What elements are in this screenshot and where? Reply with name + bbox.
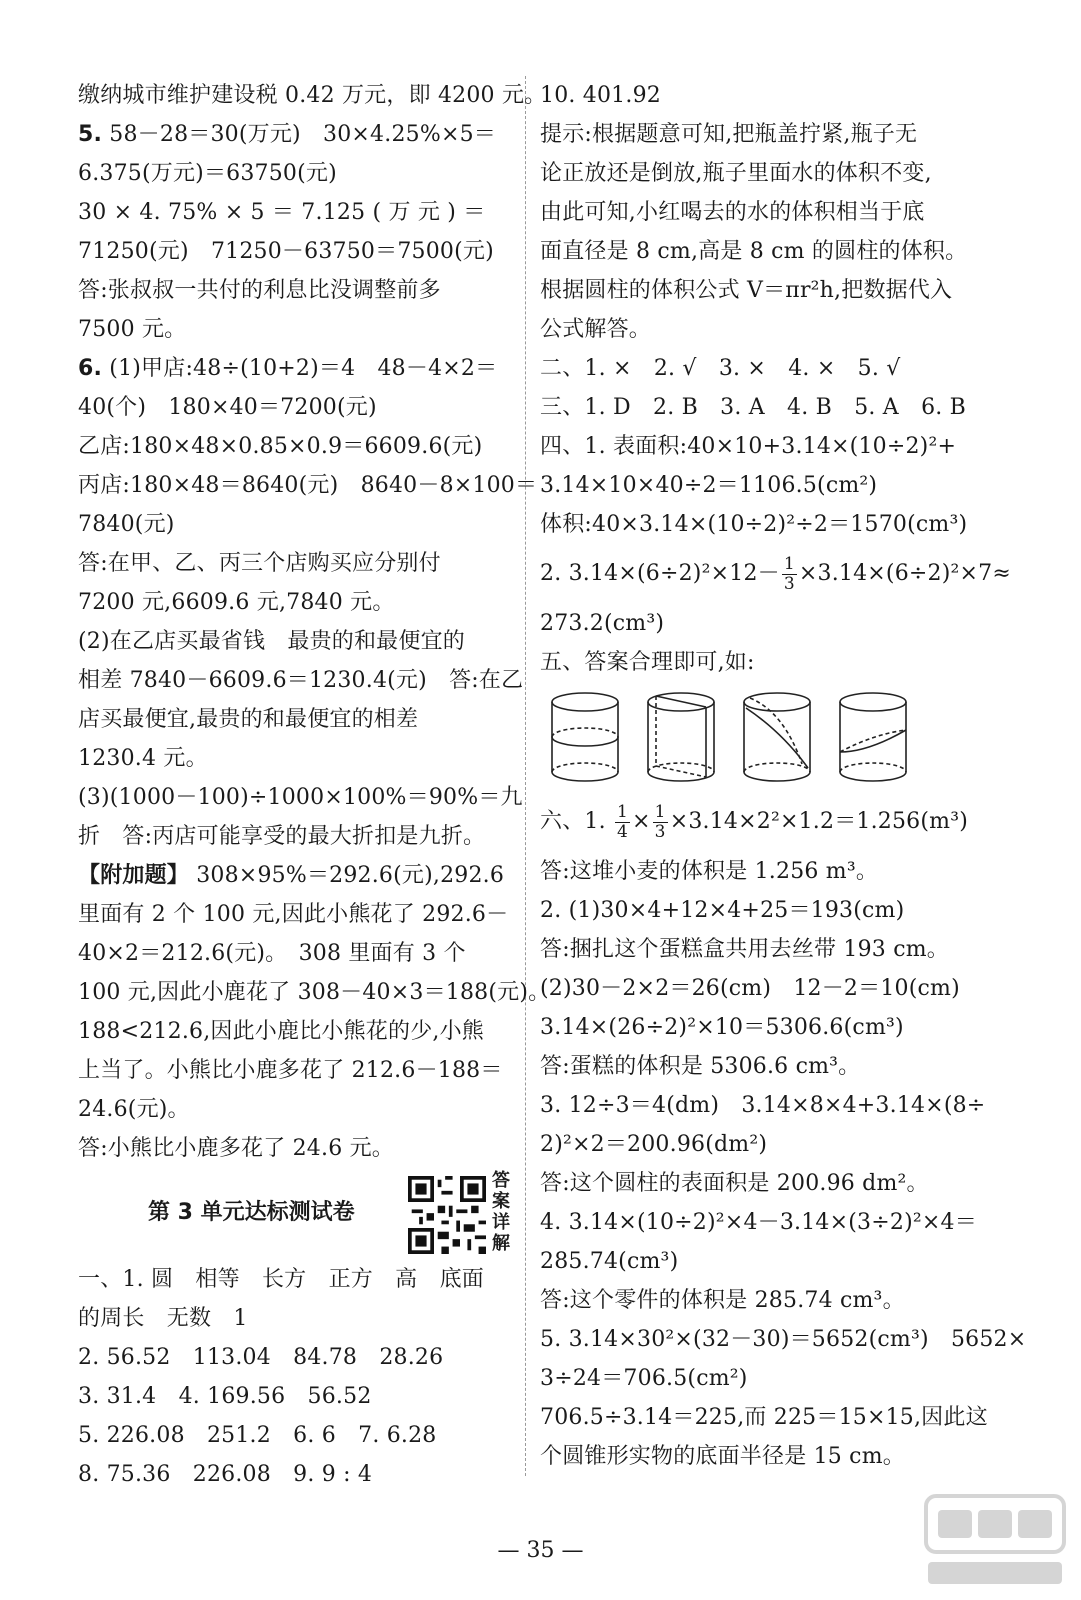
text-line: 三、1. D 2. B 3. A 4. B 5. A 6. B [540, 395, 967, 420]
text-line: 答:这个零件的体积是 285.74 cm³。 [540, 1288, 905, 1313]
text-line: 个圆锥形实物的底面半径是 15 cm。 [540, 1444, 905, 1469]
text-line: 3÷24＝706.5(cm²) [540, 1366, 748, 1391]
qr-code-icon[interactable] [408, 1176, 486, 1254]
text-line: 7200 元,6609.6 元,7840 元。 [78, 590, 395, 615]
cylinder-icon [648, 693, 714, 781]
text-line: 一、1. 圆 相等 长方 正方 高 底面 [78, 1267, 484, 1292]
text-line: 论正放还是倒放,瓶子里面水的体积不变, [540, 161, 932, 186]
item-number: 6. [78, 356, 103, 381]
text-line: (2)在乙店买最省钱 最贵的和最便宜的 [78, 629, 465, 654]
text-line: 2. (1)30×4+12×4+25＝193(cm) [540, 898, 905, 923]
text-line: 706.5÷3.14＝225,而 225＝15×15,因此这 [540, 1405, 988, 1430]
column-divider [525, 76, 526, 1476]
text-line: 面直径是 8 cm,高是 8 cm 的圆柱的体积。 [540, 239, 968, 264]
cylinder-icon [744, 693, 810, 781]
text-line: 提示:根据题意可知,把瓶盖拧紧,瓶子无 [540, 122, 918, 147]
text-line: 3. 12÷3＝4(dm) 3.14×8×4+3.14×(8÷ [540, 1093, 986, 1118]
text-line: 体积:40×3.14×(10÷2)²÷2＝1570(cm³) [540, 512, 968, 537]
cylinder-figures [540, 682, 980, 792]
text-line: 5. 58－28＝30(万元) 30×4.25%×5＝ [78, 122, 496, 147]
qr-caption: 答案详解 [492, 1170, 510, 1254]
text-line: 285.74(cm³) [540, 1249, 679, 1274]
text-line: 【附加题】 308×95%＝292.6(元),292.6 [78, 863, 505, 888]
fraction-one-fourth: $\frac{1}{4}$ [617, 801, 629, 842]
extra-question-label: 【附加题】 [78, 863, 190, 888]
text-line: 答:在甲、乙、丙三个店购买应分别付 [78, 551, 441, 576]
text-line: 7840(元) [78, 512, 175, 537]
text-line: 六、1. $\frac{1}{4}$ × $\frac{1}{3}$ ×3.14×2²×1.2＝1.256(m³) [540, 801, 969, 842]
text-line: 五、答案合理即可,如: [540, 650, 755, 675]
text-line: 答:张叔叔一共付的利息比没调整前多 [78, 278, 441, 303]
text-line: 根据圆柱的体积公式 V＝πr²h,把数据代入 [540, 278, 953, 303]
text-line: 188<212.6,因此小鹿比小熊花的少,小熊 [78, 1019, 484, 1044]
fraction-one-third: $\frac{1}{3}$ [783, 553, 795, 594]
text-line: 由此可知,小红喝去的水的体积相当于底 [540, 200, 925, 225]
text-line: 273.2(cm³) [540, 611, 665, 636]
text-line: 答:捆扎这个蛋糕盒共用去丝带 193 cm。 [540, 937, 949, 962]
section-header [78, 1168, 518, 1260]
text-line: 折 答:丙店可能享受的最大折扣是九折。 [78, 824, 486, 849]
text-line: 5. 226.08 251.2 6. 6 7. 6.28 [78, 1423, 437, 1448]
text-line: 2)²×2＝200.96(dm²) [540, 1132, 768, 1157]
left-column [78, 76, 551, 1494]
text-line: 6.375(万元)＝63750(元) [78, 161, 337, 186]
right-column [540, 76, 1027, 1476]
text-line: 24.6(元)。 [78, 1097, 190, 1122]
text-line: 四、1. 表面积:40×10+3.14×(10÷2)²+ [540, 434, 957, 459]
text-line: 40(个) 180×40＝7200(元) [78, 395, 377, 420]
text-line: 71250(元) 71250－63750＝7500(元) [78, 239, 494, 264]
text-line: 的周长 无数 1 [78, 1306, 248, 1331]
fraction-one-third: $\frac{1}{3}$ [654, 801, 666, 842]
text-line: 4. 3.14×(10÷2)²×4－3.14×(3÷2)²×4＝ [540, 1210, 977, 1235]
text-line: 里面有 2 个 100 元,因此小熊花了 292.6－ [78, 902, 509, 927]
text-line: 3.14×(26÷2)²×10＝5306.6(cm³) [540, 1015, 904, 1040]
text-line: 5. 3.14×30²×(32－30)＝5652(cm³) 5652× [540, 1327, 1027, 1352]
text-line: 二、1. × 2. √ 3. × 4. × 5. √ [540, 356, 901, 381]
text-line: 8. 75.36 226.08 9. 9 : 4 [78, 1462, 373, 1487]
cylinder-icon [840, 693, 906, 781]
text-line: 2. 3.14×(6÷2)²×12－ $\frac{1}{3}$ ×3.14×(6÷2)²×7≈ [540, 553, 1012, 594]
watermark-logo [920, 1488, 1070, 1593]
text-line: (2)30－2×2＝26(cm) 12－2＝10(cm) [540, 976, 960, 1001]
text-line: 3. 31.4 4. 169.56 56.52 [78, 1384, 372, 1409]
text-line: 2. 56.52 113.04 84.78 28.26 [78, 1345, 444, 1370]
text-line: 答:这堆小麦的体积是 1.256 m³。 [540, 859, 879, 884]
cylinder-icon [552, 693, 618, 781]
cylinder-cut-diagrams [540, 682, 980, 792]
text-line: 缴纳城市维护建设税 0.42 万元，即 4200 元。 [78, 83, 547, 108]
text-line: 答:这个圆柱的表面积是 200.96 dm²。 [540, 1171, 929, 1196]
text-line: 10. 401.92 [540, 83, 661, 108]
text-line: 公式解答。 [540, 317, 652, 342]
section-title: 第 3 单元达标测试卷 [148, 1200, 355, 1225]
text-line: 答:蛋糕的体积是 5306.6 cm³。 [540, 1054, 861, 1079]
text-line: 乙店:180×48×0.85×0.9＝6609.6(元) [78, 434, 483, 459]
text-line: 6. (1)甲店:48÷(10+2)＝4 48－4×2＝ [78, 356, 498, 381]
text-line: 1230.4 元。 [78, 746, 208, 771]
text-line: 30 × 4. 75% × 5 ＝ 7.125 ( 万 元 ) ＝ [78, 200, 486, 225]
text-line: 100 元,因此小鹿花了 308－40×3＝188(元)。 [78, 980, 551, 1005]
text-line: 相差 7840－6609.6＝1230.4(元) 答:在乙 [78, 668, 524, 693]
text-line: 上当了。小熊比小鹿多花了 212.6－188＝ [78, 1058, 503, 1083]
text-line: 丙店:180×48＝8640(元) 8640－8×100＝ [78, 473, 538, 498]
text-line: 答:小熊比小鹿多花了 24.6 元。 [78, 1136, 394, 1161]
text-line: 3.14×10×40÷2＝1106.5(cm²) [540, 473, 878, 498]
text-line: 40×2＝212.6(元)。 308 里面有 3 个 [78, 941, 466, 966]
page-number: — 35 — [497, 1538, 584, 1563]
item-number: 5. [78, 122, 103, 147]
text-line: 店买最便宜,最贵的和最便宜的相差 [78, 707, 419, 732]
text-line: 7500 元。 [78, 317, 187, 342]
text-line: (3)(1000－100)÷1000×100%＝90%＝九 [78, 785, 523, 810]
